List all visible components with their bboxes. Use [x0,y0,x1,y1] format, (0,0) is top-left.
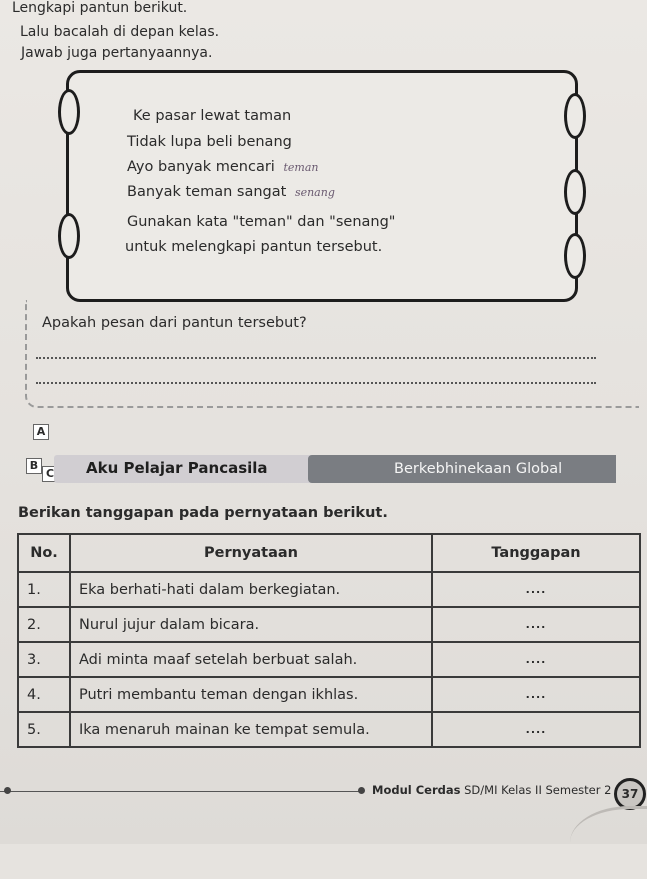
section-title: Aku Pelajar Pancasila [86,459,268,477]
footer-book-title [372,783,611,797]
instruction-line-1: Lengkapi pantun berikut. [12,0,188,16]
table-row [18,712,640,747]
pantun-line-2: Tidak lupa beli benang [127,134,292,150]
question-text: Apakah pesan dari pantun tersebut? [42,315,307,331]
header-no: No. [18,534,70,572]
pantun-line-4 [127,184,335,200]
response-placeholder: .... [525,583,547,596]
row-response-field[interactable] [432,572,640,607]
page-number: 37 [614,778,646,810]
footer-rule [0,791,362,792]
footer-dot-right [358,787,365,794]
instruction-line-3: Jawab juga pertanyaannya. [21,45,213,61]
header-response: Tanggapan [432,534,640,572]
row-number: 2. [18,607,70,642]
instruction-line-2: Lalu bacalah di depan kelas. [20,24,220,40]
row-statement: Nurul jujur dalam bicara. [70,607,432,642]
table-instruction: Berikan tanggapan pada pernyataan berikut. [18,505,388,521]
table-row [18,607,640,642]
response-placeholder: .... [525,653,547,666]
block-a: A [33,424,49,440]
section-theme: Berkebhinekaan Global [394,461,563,477]
row-response-field[interactable] [432,677,640,712]
card-curl-right-bottom [564,233,586,279]
table-row [18,572,640,607]
page-corner-decoration [570,806,647,879]
pantun-hint-1: Gunakan kata "teman" dan "senang" [127,214,396,230]
handwritten-answer-teman: teman [283,161,319,174]
row-number: 1. [18,572,70,607]
response-table [17,533,641,748]
response-placeholder: .... [525,723,547,736]
row-statement: Ika menaruh mainan ke tempat semula. [70,712,432,747]
pantun-line-4-text: Banyak teman sangat [127,184,287,200]
block-c: C [42,466,58,482]
handwritten-answer-senang: senang [294,186,335,199]
table-header-row [18,534,640,572]
row-response-field[interactable] [432,712,640,747]
pantun-card [66,70,578,302]
row-statement: Eka berhati-hati dalam berkegiatan. [70,572,432,607]
row-response-field[interactable] [432,607,640,642]
answer-line-2[interactable] [36,382,596,384]
row-number: 5. [18,712,70,747]
row-statement: Adi minta maaf setelah berbuat salah. [70,642,432,677]
block-b: B [26,458,42,474]
footer-dot-left [4,787,11,794]
row-response-field[interactable] [432,642,640,677]
pantun-line-3-text: Ayo banyak mencari [127,159,275,175]
row-number: 3. [18,642,70,677]
response-placeholder: .... [525,688,547,701]
footer-book-detail: SD/MI Kelas II Semester 2 [460,783,612,797]
card-curl-left-bottom [58,213,80,259]
pantun-line-1: Ke pasar lewat taman [133,108,292,124]
pantun-line-3 [127,159,318,175]
table-row [18,677,640,712]
table-row [18,642,640,677]
pantun-hint-2: untuk melengkapi pantun tersebut. [125,239,383,255]
footer-book-name: Modul Cerdas [372,783,461,797]
card-curl-right-top [564,93,586,139]
header-statement: Pernyataan [70,534,432,572]
response-placeholder: .... [525,618,547,631]
card-curl-left-top [58,89,80,135]
answer-line-1[interactable] [36,357,596,359]
card-curl-right-middle [564,169,586,215]
row-number: 4. [18,677,70,712]
row-statement: Putri membantu teman dengan ikhlas. [70,677,432,712]
